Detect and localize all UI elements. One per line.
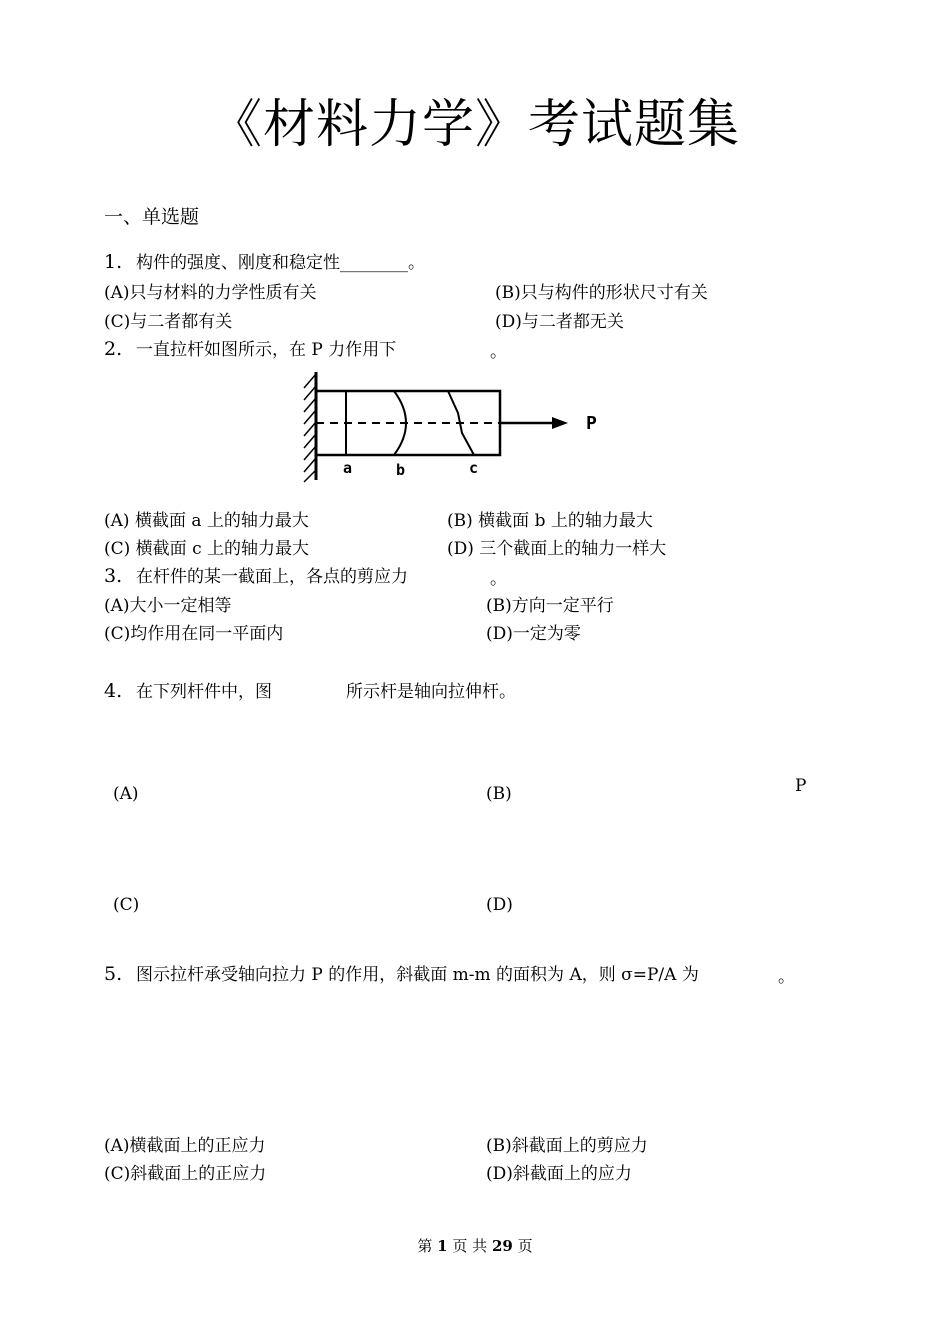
section-a-label: a — [343, 459, 353, 477]
question-number: 5. — [104, 963, 123, 985]
page-footer — [0, 1235, 950, 1256]
question-number: 3. — [104, 565, 123, 587]
question-number: 1. — [104, 251, 123, 273]
force-label: P — [586, 413, 597, 434]
question-text: 一直拉杆如图所示，在 P 力作用下 — [136, 340, 397, 360]
q5-option-b: (B)斜截面上的剪应力 — [486, 1136, 648, 1156]
total-page-count: 29 — [491, 1237, 513, 1255]
section-heading: 一、单选题 — [104, 206, 200, 228]
question-4 — [104, 677, 272, 702]
q4-option-d: (D) — [486, 895, 513, 915]
question-text: 图示拉杆承受轴向拉力 P 的作用，斜截面 m-m 的面积为 A，则 σ=P/A 为 — [136, 965, 699, 985]
q1-option-c: (C)与二者都有关 — [104, 312, 233, 332]
q1-option-d: (D)与二者都无关 — [495, 312, 624, 332]
q1-option-a: (A)只与材料的力学性质有关 — [104, 283, 317, 303]
question-2 — [104, 335, 396, 360]
wall-hatching — [304, 374, 316, 482]
q3-option-a: (A)大小一定相等 — [104, 596, 232, 616]
q5-option-d: (D)斜截面上的应力 — [486, 1164, 632, 1184]
question-text: 构件的强度、刚度和稳定性________。 — [136, 253, 425, 273]
q1-option-b: (B)只与构件的形状尺寸有关 — [495, 283, 708, 303]
q5-option-a: (A)横截面上的正应力 — [104, 1136, 266, 1156]
current-page-number: 1 — [437, 1237, 448, 1255]
question-5 — [104, 960, 699, 985]
question-text-before: 在下列杆件中，图 — [136, 682, 272, 702]
force-arrow-head — [552, 417, 568, 429]
footer-suffix: 页 — [517, 1237, 533, 1255]
question-5-end: 。 — [778, 967, 795, 987]
q2-option-b: (B) 横截面 b 上的轴力最大 — [447, 511, 653, 531]
q4-force-label: P — [795, 776, 807, 796]
q5-option-c: (C)斜截面上的正应力 — [104, 1164, 267, 1184]
question-number: 2. — [104, 338, 123, 360]
question-text: 在杆件的某一截面上，各点的剪应力 — [136, 567, 408, 587]
question-3 — [104, 562, 408, 587]
footer-mid: 页 共 — [452, 1237, 488, 1255]
q3-option-d: (D)一定为零 — [486, 624, 581, 644]
q3-option-b: (B)方向一定平行 — [486, 596, 614, 616]
q4-option-b: (B) — [486, 784, 512, 804]
footer-prefix: 第 — [417, 1237, 433, 1255]
section-b-label: b — [396, 461, 406, 479]
q3-option-c: (C)均作用在同一平面内 — [104, 624, 284, 644]
q2-option-a: (A) 横截面 a 上的轴力最大 — [104, 511, 309, 531]
question-1 — [104, 248, 425, 273]
q2-option-d: (D) 三个截面上的轴力一样大 — [447, 539, 667, 559]
bar-figure — [296, 368, 616, 488]
page-title: 《材料力学》考试题集 — [209, 95, 740, 155]
section-c-label: c — [469, 459, 479, 477]
q4-option-c: (C) — [113, 895, 140, 915]
question-2-end: 。 — [490, 342, 507, 362]
q4-option-a: (A) — [113, 784, 139, 804]
question-text-after: 所示杆是轴向拉伸杆。 — [346, 682, 516, 702]
question-3-end: 。 — [490, 569, 507, 589]
question-number: 4. — [104, 680, 123, 702]
q2-option-c: (C) 横截面 c 上的轴力最大 — [104, 539, 310, 559]
